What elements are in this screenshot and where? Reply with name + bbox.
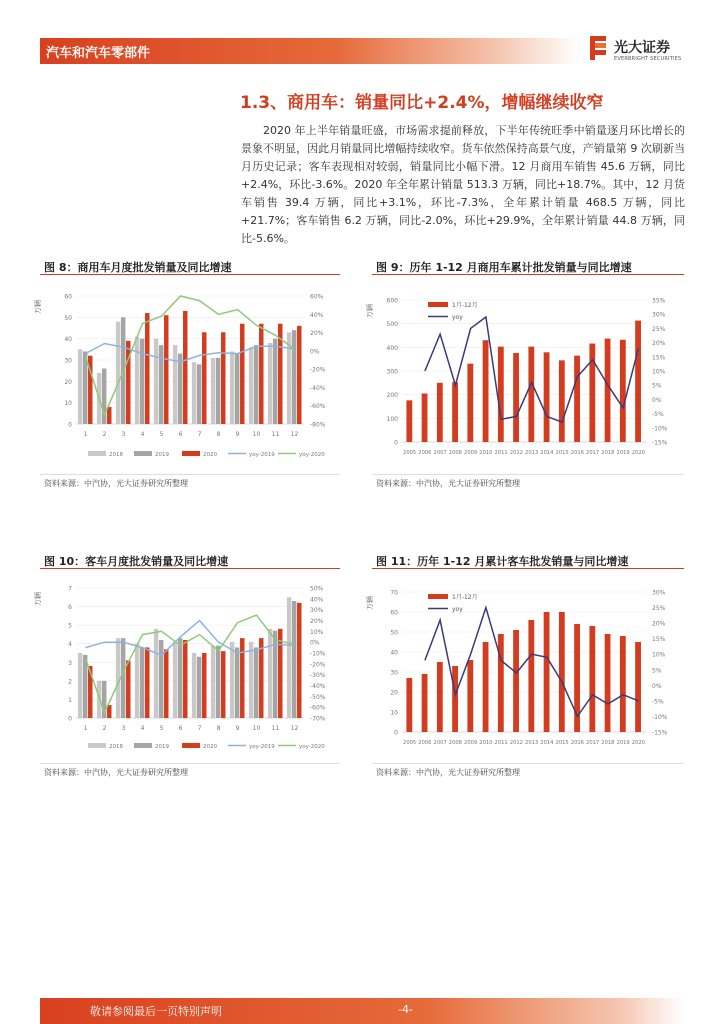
fig11-xtick-label: 2006 xyxy=(418,740,432,746)
fig11-ytick-label: 30 xyxy=(390,669,398,677)
fig10-bar-2018 xyxy=(211,646,215,718)
fig10-ytick-label: 3 xyxy=(68,659,72,667)
fig11-xtick-label: 2013 xyxy=(525,740,539,746)
fig8-xtick-label: 2 xyxy=(102,431,107,438)
fig10-bar-2020 xyxy=(278,629,282,718)
fig9-xtick-label: 2015 xyxy=(555,450,569,456)
fig9-xtick-label: 2009 xyxy=(464,450,478,456)
fig11-bar-112 xyxy=(422,674,428,732)
fig8-y2tick-label: 0% xyxy=(310,348,320,356)
fig9-xtick-label: 2012 xyxy=(509,450,523,456)
fig10-bar-2018 xyxy=(268,629,272,718)
fig10-xtick-label: 1 xyxy=(83,725,88,732)
fig9-y2tick-label: -15% xyxy=(652,439,668,447)
fig11-y2tick-label: 20% xyxy=(652,620,666,628)
fig8-bar-2018 xyxy=(154,339,158,424)
fig11-bar-112 xyxy=(589,626,595,732)
fig10-bar-2019 xyxy=(121,638,125,718)
fig8-bar-2018 xyxy=(116,322,120,424)
fig9-bar-112 xyxy=(422,393,428,442)
fig10-legend-swatch xyxy=(182,743,200,748)
fig9-y2tick-label: 10% xyxy=(652,368,666,376)
fig8-bar-2020 xyxy=(107,407,111,424)
fig10-y2tick-label: 40% xyxy=(310,596,324,604)
fig10-bar-2019 xyxy=(235,647,239,718)
fig8-y2tick-label: -60% xyxy=(310,403,326,411)
fig10-bottom-rule xyxy=(40,763,340,764)
fig11-xtick-label: 2012 xyxy=(509,740,523,746)
fig11-y2tick-label: 25% xyxy=(652,605,666,613)
fig8-xtick-label: 12 xyxy=(290,431,299,438)
fig11-bar-112 xyxy=(605,634,611,732)
fig10-chart xyxy=(34,576,340,760)
fig10-bar-2019 xyxy=(178,638,182,718)
fig8-ytick-label: 60 xyxy=(64,293,72,301)
fig10-y2tick-label: -10% xyxy=(310,650,326,658)
fig9-y2tick-label: 0% xyxy=(652,396,662,404)
fig10-ytick-label: 0 xyxy=(68,715,72,723)
fig10-xtick-label: 6 xyxy=(178,725,183,732)
fig11-title: 图 11：历年 1-12 月累计客车批发销量与同比增速 xyxy=(376,555,629,568)
fig11-legend-swatch xyxy=(428,594,448,599)
fig8-legend-swatch xyxy=(134,451,152,456)
fig11-xtick-label: 2007 xyxy=(433,740,447,746)
fig10-y2tick-label: 50% xyxy=(310,585,324,593)
fig8-ytick-label: 20 xyxy=(64,378,72,386)
fig11-chart xyxy=(366,576,684,760)
fig9-ylabel: 万辆 xyxy=(366,304,374,318)
fig10-y2tick-label: 0% xyxy=(310,639,320,647)
fig11-xtick-label: 2011 xyxy=(494,740,508,746)
fig11-y2tick-label: 5% xyxy=(652,667,662,675)
fig8-title: 图 8：商用车月度批发销量及同比增速 xyxy=(44,261,232,274)
fig9-ytick-label: 200 xyxy=(386,392,398,400)
fig8-bar-2018 xyxy=(268,343,272,424)
fig10-legend-label: 2018 xyxy=(109,744,123,750)
fig8-xtick-label: 11 xyxy=(271,431,280,438)
fig8-bar-2019 xyxy=(159,345,163,424)
fig11-bar-112 xyxy=(544,612,550,732)
fig9-y2tick-label: 20% xyxy=(652,340,666,348)
fig8-ytick-label: 0 xyxy=(68,421,72,429)
fig11-bar-112 xyxy=(635,642,641,732)
header-band xyxy=(40,38,580,64)
fig10-ytick-label: 4 xyxy=(68,641,72,649)
fig10-legend-label: 2019 xyxy=(155,744,169,750)
fig11-xtick-label: 2009 xyxy=(464,740,478,746)
fig8-xtick-label: 4 xyxy=(140,431,145,438)
fig11-bar-112 xyxy=(559,612,565,732)
fig8-source: 资料来源：中汽协，光大证券研究所整理 xyxy=(44,479,188,488)
fig10-ytick-label: 7 xyxy=(68,585,72,593)
fig8-ytick-label: 40 xyxy=(64,336,72,344)
fig10-bar-2019 xyxy=(292,601,296,718)
fig8-bar-2019 xyxy=(292,330,296,424)
fig8-legend-swatch xyxy=(182,451,200,456)
fig8-legend-label: yoy-2019 xyxy=(249,452,275,458)
fig10-bar-2018 xyxy=(135,644,139,718)
fig9-xtick-label: 2017 xyxy=(586,450,600,456)
fig11-bar-112 xyxy=(467,660,473,732)
fig9-xtick-label: 2018 xyxy=(601,450,615,456)
fig10-xtick-label: 10 xyxy=(252,725,261,732)
fig9-y2tick-label: 35% xyxy=(652,297,666,305)
fig10-legend-label: yoy-2020 xyxy=(299,744,325,750)
fig11-ytick-label: 10 xyxy=(390,709,398,717)
fig8-xtick-label: 6 xyxy=(178,431,183,438)
fig9-bar-112 xyxy=(467,364,473,442)
fig8-legend-label: yoy-2020 xyxy=(299,452,325,458)
fig9-legend-label: 1月-12月 xyxy=(452,302,478,309)
fig10-xtick-label: 4 xyxy=(140,725,145,732)
fig9-y2tick-label: 25% xyxy=(652,325,666,333)
fig10-bar-2019 xyxy=(254,647,258,718)
fig10-y2tick-label: -70% xyxy=(310,715,326,723)
fig11-ytick-label: 20 xyxy=(390,689,398,697)
fig11-legend-label: 1月-12月 xyxy=(452,594,478,601)
fig10-xtick-label: 8 xyxy=(216,725,221,732)
fig8-ylabel: 万辆 xyxy=(34,300,42,314)
fig11-y2tick-label: 30% xyxy=(652,589,666,597)
fig11-ytick-label: 60 xyxy=(390,609,398,617)
fig10-legend-swatch xyxy=(88,743,106,748)
fig11-bar-112 xyxy=(528,620,534,732)
fig8-ytick-label: 30 xyxy=(64,357,72,365)
fig11-y2tick-label: 10% xyxy=(652,651,666,659)
fig8-bar-2018 xyxy=(78,349,82,424)
fig10-bar-2020 xyxy=(164,649,168,718)
fig10-xtick-label: 11 xyxy=(271,725,280,732)
fig10-ytick-label: 5 xyxy=(68,622,72,630)
fig11-xtick-label: 2015 xyxy=(555,740,569,746)
fig10-ytick-label: 6 xyxy=(68,604,72,612)
fig11-ytick-label: 70 xyxy=(390,589,398,597)
fig10-legend-label: yoy-2019 xyxy=(249,744,275,750)
fig10-bar-2018 xyxy=(192,653,196,718)
fig10-y2tick-label: -60% xyxy=(310,704,326,712)
fig8-bar-2018 xyxy=(135,337,139,424)
fig10-rule xyxy=(40,568,340,569)
fig11-xtick-label: 2020 xyxy=(631,740,645,746)
fig10-bar-2019 xyxy=(197,657,201,718)
fig9-bar-112 xyxy=(605,339,611,442)
fig11-bar-112 xyxy=(452,666,458,732)
fig8-y2tick-label: 60% xyxy=(310,293,324,301)
fig9-ytick-label: 100 xyxy=(386,415,398,423)
fig11-bar-112 xyxy=(498,634,504,732)
fig11-bar-112 xyxy=(406,678,412,732)
fig8-legend-label: 2020 xyxy=(203,452,217,458)
fig10-bar-2020 xyxy=(297,603,301,718)
fig9-ytick-label: 300 xyxy=(386,368,398,376)
fig11-bottom-rule xyxy=(372,763,684,764)
fig8-bar-2020 xyxy=(221,332,225,424)
fig8-bar-2018 xyxy=(192,362,196,424)
fig8-bar-2020 xyxy=(183,311,187,424)
fig8-bar-2018 xyxy=(173,345,177,424)
brand-name-en: EVERBRIGHT SECURITIES xyxy=(614,56,682,62)
fig8-rule xyxy=(40,274,340,275)
fig11-y2tick-label: -15% xyxy=(652,729,668,737)
fig8-bar-2019 xyxy=(216,358,220,424)
fig9-xtick-label: 2008 xyxy=(448,450,462,456)
fig11-bar-112 xyxy=(437,662,443,732)
fig10-xtick-label: 12 xyxy=(290,725,299,732)
fig11-y2tick-label: -10% xyxy=(652,713,668,721)
fig9-y2tick-label: 5% xyxy=(652,382,662,390)
fig10-bar-2018 xyxy=(173,642,177,718)
fig10-bar-2020 xyxy=(259,638,263,718)
fig10-title: 图 10：客车月度批发销量及同比增速 xyxy=(44,555,229,568)
footer-disclaimer: 敬请参阅最后一页特别声明 xyxy=(90,1005,222,1018)
brand-logo-icon xyxy=(590,36,606,60)
fig10-ytick-label: 1 xyxy=(68,696,72,704)
section-title: 1.3、商用车：销量同比+2.4%，增幅继续收窄 xyxy=(240,93,604,113)
brand-logo xyxy=(588,34,688,66)
fig8-y2tick-label: -40% xyxy=(310,384,326,392)
fig10-xtick-label: 7 xyxy=(197,725,202,732)
brand-name-cn: 光大证券 xyxy=(614,40,670,56)
fig10-xtick-label: 2 xyxy=(102,725,107,732)
fig10-y2tick-label: -20% xyxy=(310,661,326,669)
fig8-bar-2020 xyxy=(145,313,149,424)
fig8-xtick-label: 9 xyxy=(235,431,240,438)
fig11-xtick-label: 2017 xyxy=(586,740,600,746)
fig9-ytick-label: 0 xyxy=(394,439,398,447)
fig9-bar-112 xyxy=(513,353,519,442)
fig9-bar-112 xyxy=(574,356,580,442)
body-paragraph xyxy=(241,122,685,248)
fig10-bar-2019 xyxy=(140,647,144,718)
fig10-xtick-label: 5 xyxy=(159,725,164,732)
fig11-ytick-label: 50 xyxy=(390,629,398,637)
paragraph-text: 2020 年上半年销量旺盛，市场需求提前释放，下半年传统旺季中销量逐月环比增长的景象不明显，因此月销量同比增幅持续收窄。货车依然保持高景气度，产销量第 9 次刷新当月历史记录；客车表现相对较弱，销量同比小幅下滑。12 月商用车销售 45.6 万辆，同比+2.4%，环比-3.6%。2020 年全年累计销量 513.3 万辆，同比+18.7%。其中，12 月货车销售 39.4 万辆，同比+3.1%，环比-7.3%，全年累计销量 468.5 万辆，同比+21.7%；客车销售 6.2 万辆，同比-2.0%，环比+29.9%，全年累计销量 44.8 万辆，同比-5.6%。 xyxy=(241,124,685,245)
fig11-xtick-label: 2008 xyxy=(448,740,462,746)
fig11-bar-112 xyxy=(620,636,626,732)
fig9-xtick-label: 2010 xyxy=(479,450,493,456)
fig11-ytick-label: 40 xyxy=(390,649,398,657)
fig9-y2tick-label: -10% xyxy=(652,425,668,433)
fig10-bar-2020 xyxy=(183,640,187,718)
fig11-y2tick-label: 15% xyxy=(652,636,666,644)
fig11-xtick-label: 2010 xyxy=(479,740,493,746)
fig9-bar-112 xyxy=(635,321,641,442)
fig11-xtick-label: 2016 xyxy=(570,740,584,746)
fig9-legend-label: yoy xyxy=(452,314,463,321)
fig9-title: 图 9：历年 1-12 月商用车累计批发销量与同比增速 xyxy=(376,261,632,274)
fig8-y2tick-label: 40% xyxy=(310,311,324,319)
fig9-bar-112 xyxy=(620,340,626,442)
fig8-bar-2020 xyxy=(164,315,168,424)
fig9-xtick-label: 2013 xyxy=(525,450,539,456)
fig9-bar-112 xyxy=(483,340,489,442)
fig9-y2tick-label: 15% xyxy=(652,354,666,362)
fig8-bar-2019 xyxy=(178,354,182,424)
fig10-xtick-label: 9 xyxy=(235,725,240,732)
fig8-ytick-label: 50 xyxy=(64,314,72,322)
fig8-y2tick-label: -20% xyxy=(310,366,326,374)
fig11-xtick-label: 2018 xyxy=(601,740,615,746)
fig10-bar-2020 xyxy=(221,651,225,718)
fig10-bar-2019 xyxy=(83,655,87,718)
fig10-y2tick-label: -50% xyxy=(310,693,326,701)
fig9-ytick-label: 400 xyxy=(386,344,398,352)
fig8-bar-2019 xyxy=(197,364,201,424)
fig9-xtick-label: 2006 xyxy=(418,450,432,456)
fig9-bar-112 xyxy=(452,382,458,442)
fig10-bar-2020 xyxy=(240,638,244,718)
fig8-bar-2020 xyxy=(240,324,244,424)
fig10-xtick-label: 3 xyxy=(121,725,126,732)
fig8-bar-2018 xyxy=(230,351,234,424)
fig11-legend-label: yoy xyxy=(452,606,463,613)
fig10-bar-2018 xyxy=(230,642,234,718)
header-section-title: 汽车和汽车零部件 xyxy=(46,46,151,61)
fig8-bottom-rule xyxy=(40,474,340,475)
fig10-y2tick-label: 30% xyxy=(310,607,324,615)
fig8-legend-swatch xyxy=(88,451,106,456)
fig9-bar-112 xyxy=(559,360,565,442)
fig9-ytick-label: 500 xyxy=(386,321,398,329)
fig9-xtick-label: 2020 xyxy=(631,450,645,456)
fig10-bar-2018 xyxy=(154,629,158,718)
fig9-xtick-label: 2011 xyxy=(494,450,508,456)
fig10-legend-label: 2020 xyxy=(203,744,217,750)
fig8-bar-2018 xyxy=(211,358,215,424)
fig10-bar-2018 xyxy=(287,597,291,718)
fig11-bar-112 xyxy=(483,642,489,732)
fig11-y2tick-label: -5% xyxy=(652,698,664,706)
fig11-ytick-label: 0 xyxy=(394,729,398,737)
fig9-y2tick-label: 30% xyxy=(652,311,666,319)
fig9-y2tick-label: -5% xyxy=(652,411,664,419)
fig10-y2tick-label: -40% xyxy=(310,683,326,690)
fig11-xtick-label: 2019 xyxy=(616,740,630,746)
fig8-bar-2020 xyxy=(202,332,206,424)
fig8-chart xyxy=(34,282,340,472)
fig8-bar-2020 xyxy=(297,326,301,424)
fig9-bar-112 xyxy=(528,347,534,442)
fig8-bar-2019 xyxy=(273,339,277,424)
fig8-xtick-label: 1 xyxy=(83,431,88,438)
fig11-xtick-label: 2014 xyxy=(540,740,554,746)
fig8-xtick-label: 10 xyxy=(252,431,261,438)
fig10-bar-2020 xyxy=(126,660,130,718)
fig11-rule xyxy=(372,568,684,569)
fig8-xtick-label: 8 xyxy=(216,431,221,438)
fig10-bar-2020 xyxy=(145,647,149,718)
fig9-bar-112 xyxy=(589,344,595,442)
fig11-xtick-label: 2005 xyxy=(403,740,417,746)
fig9-source: 资料来源：中汽协，光大证券研究所整理 xyxy=(376,479,520,488)
fig9-xtick-label: 2005 xyxy=(403,450,417,456)
fig10-ytick-label: 2 xyxy=(68,678,72,686)
fig8-legend-label: 2019 xyxy=(155,452,169,458)
fig8-xtick-label: 7 xyxy=(197,431,202,438)
fig9-chart xyxy=(366,282,684,472)
fig8-bar-2019 xyxy=(235,354,239,424)
fig9-bar-112 xyxy=(406,400,412,442)
fig9-xtick-label: 2007 xyxy=(433,450,447,456)
fig10-bar-2018 xyxy=(249,642,253,718)
fig8-bar-2019 xyxy=(140,339,144,424)
fig10-y2tick-label: -30% xyxy=(310,672,326,680)
fig8-y2tick-label: -80% xyxy=(310,421,326,429)
fig11-bar-112 xyxy=(513,630,519,732)
fig10-ylabel: 万辆 xyxy=(34,592,42,606)
fig10-legend-swatch xyxy=(134,743,152,748)
fig10-y2tick-label: 10% xyxy=(310,628,324,636)
fig11-y2tick-label: 0% xyxy=(652,682,662,690)
fig9-bar-112 xyxy=(437,383,443,442)
fig8-legend-label: 2018 xyxy=(109,452,123,458)
fig8-bar-2018 xyxy=(249,347,253,424)
fig10-y2tick-label: 20% xyxy=(310,618,324,625)
fig9-bar-112 xyxy=(544,352,550,442)
fig9-xtick-label: 2019 xyxy=(616,450,630,456)
fig9-legend-swatch xyxy=(428,302,448,307)
fig8-ytick-label: 10 xyxy=(64,400,72,408)
fig8-xtick-label: 3 xyxy=(121,431,126,438)
fig11-source: 资料来源：中汽协，光大证券研究所整理 xyxy=(376,768,520,777)
fig8-bar-2019 xyxy=(254,345,258,424)
fig10-bar-2018 xyxy=(78,653,82,718)
page-number: -4- xyxy=(398,1003,413,1016)
fig9-bottom-rule xyxy=(372,474,684,475)
fig10-bar-2019 xyxy=(159,640,163,718)
fig8-xtick-label: 5 xyxy=(159,431,164,438)
footer-band xyxy=(40,998,684,1024)
fig11-ylabel: 万辆 xyxy=(366,596,374,610)
fig8-y2tick-label: 20% xyxy=(310,330,324,338)
fig9-xtick-label: 2014 xyxy=(540,450,554,456)
fig10-source: 资料来源：中汽协，光大证券研究所整理 xyxy=(44,768,188,777)
fig9-xtick-label: 2016 xyxy=(570,450,584,456)
fig9-ytick-label: 600 xyxy=(386,297,398,305)
fig10-bar-2019 xyxy=(216,646,220,718)
fig9-bar-112 xyxy=(498,347,504,442)
fig8-bar-2020 xyxy=(259,324,263,424)
fig9-rule xyxy=(372,274,684,275)
fig10-bar-2020 xyxy=(202,653,206,718)
